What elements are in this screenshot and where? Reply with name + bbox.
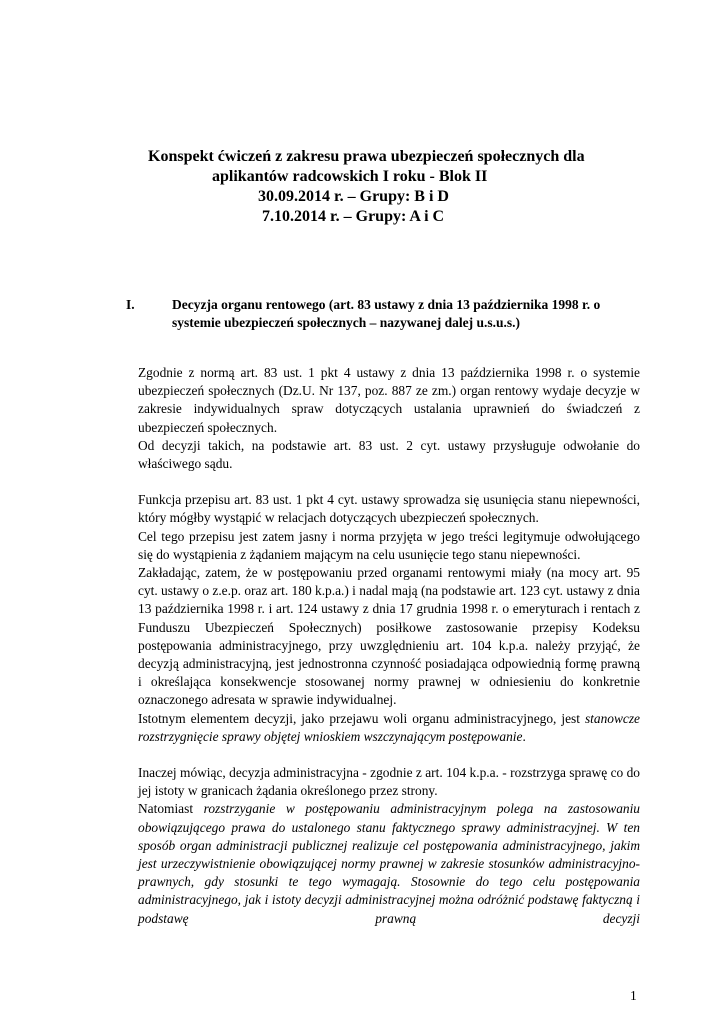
paragraph-1: Zgodnie z normą art. 83 ust. 1 pkt 4 ustawy z dnia 13 października 1998 r. o systemie ubezpieczeń społecznych (Dz.U. Nr 137, poz. 887 ze zm.) organ rentowy wydaje decyzje w zakresie indywidualnych spraw dotyczących ustalania uprawnień do świadczeń z ubezpieczeń społecznych.: [138, 365, 640, 435]
paragraph-8-normal: Natomiast: [138, 801, 204, 817]
title-line-2: aplikantów radcowskich I roku - Blok II: [212, 168, 488, 185]
paragraph-8: [138, 800, 640, 927]
paragraph-6-italic: stanowcze rozstrzygnięcie sprawy objętej wnioskiem wszczynającym postępowanie: [138, 710, 640, 744]
title-line-3: 30.09.2014 r. – Grupy: B i D: [258, 188, 449, 205]
document-body: [138, 364, 640, 928]
paragraph-3: Funkcja przepisu art. 83 ust. 1 pkt 4 cyt. ustawy sprowadza się usunięcia stanu niepewności, który mógłby wystąpić w relacjach dotyczących ubezpieczeń społecznych.: [138, 492, 640, 526]
paragraph-4: Cel tego przepisu jest zatem jasny i norma przyjęta w jego treści legitymuje odwołującego się do wystąpienia z żądaniem mającym na celu usunięcie tego stanu niepewności.: [138, 528, 640, 562]
paragraph-2: Od decyzji takich, na podstawie art. 83 ust. 2 cyt. ustawy przysługuje odwołanie do właściwego sądu.: [138, 437, 640, 472]
paragraph-8-italic: rozstrzyganie w postępowaniu administracyjnym polega na zastosowaniu obowiązującego prawa do ustalonego stanu faktycznego sprawy administracyjnej. W ten sposób organ administracji publicznej realizuje cel postępowania administracyjnego, jakim jest urzeczywistnienie obowiązującej normy prawnej w zakresie stosunków administracyjno-prawnych, gdy stosunki te tego wymagają. Stosownie do tego celu postępowania administracyjnego, jak i istoty decyzji administracyjnej można odróżnić podstawę faktyczną i podstawę prawną decyzji: [138, 801, 641, 926]
title-line-4: 7.10.2014 r. – Grupy: A i C: [262, 208, 445, 225]
section-heading-text: Decyzja organu rentowego (art. 83 ustawy z dnia 13 października 1998 r. o systemie ubezpieczeń społecznych – nazywanej dalej u.s.u.s.): [172, 297, 601, 330]
paragraph-7: Inaczej mówiąc, decyzja administracyjna - zgodnie z art. 104 k.p.a. - rozstrzyga sprawę co do jej istoty w granicach żądania określonego przez strony.: [138, 765, 640, 799]
title-line-1: Konspekt ćwiczeń z zakresu prawa ubezpieczeń społecznych dla: [148, 148, 585, 165]
section-number: I.: [126, 297, 135, 312]
paragraph-6-normal: Istotnym elementem decyzji, jako przejawu woli organu administracyjnego, jest: [138, 710, 585, 726]
paragraph-6-end: .: [522, 728, 526, 744]
paragraph-5: Zakładając, zatem, że w postępowaniu przed organami rentowymi miały (na mocy art. 95 cyt. ustawy o z.e.p. oraz art. 180 k.p.a.) i nadal mają (na podstawie art. 123 cyt. ustawy z dnia 13 października 1998 r. i art. 124 ustawy z dnia 17 grudnia 1998 r. o emeryturach i rentach z Funduszu Ubezpieczeń Społecznych) posiłkowe zastosowanie przepisy Kodeksu postępowania administracyjnego, przy uwzględnieniu art. 104 k.p.a. należy przyjąć, że decyzją administracyjną, jest jednostronna czynność posiadająca odpowiednią formę prawną i określająca konsekwencje stosowanej normy prawnej w odniesieniu do konkretnie oznaczonego adresata w sprawie indywidualnej.: [138, 565, 640, 708]
paragraph-6: [138, 710, 640, 746]
page-number: 1: [630, 988, 637, 1003]
